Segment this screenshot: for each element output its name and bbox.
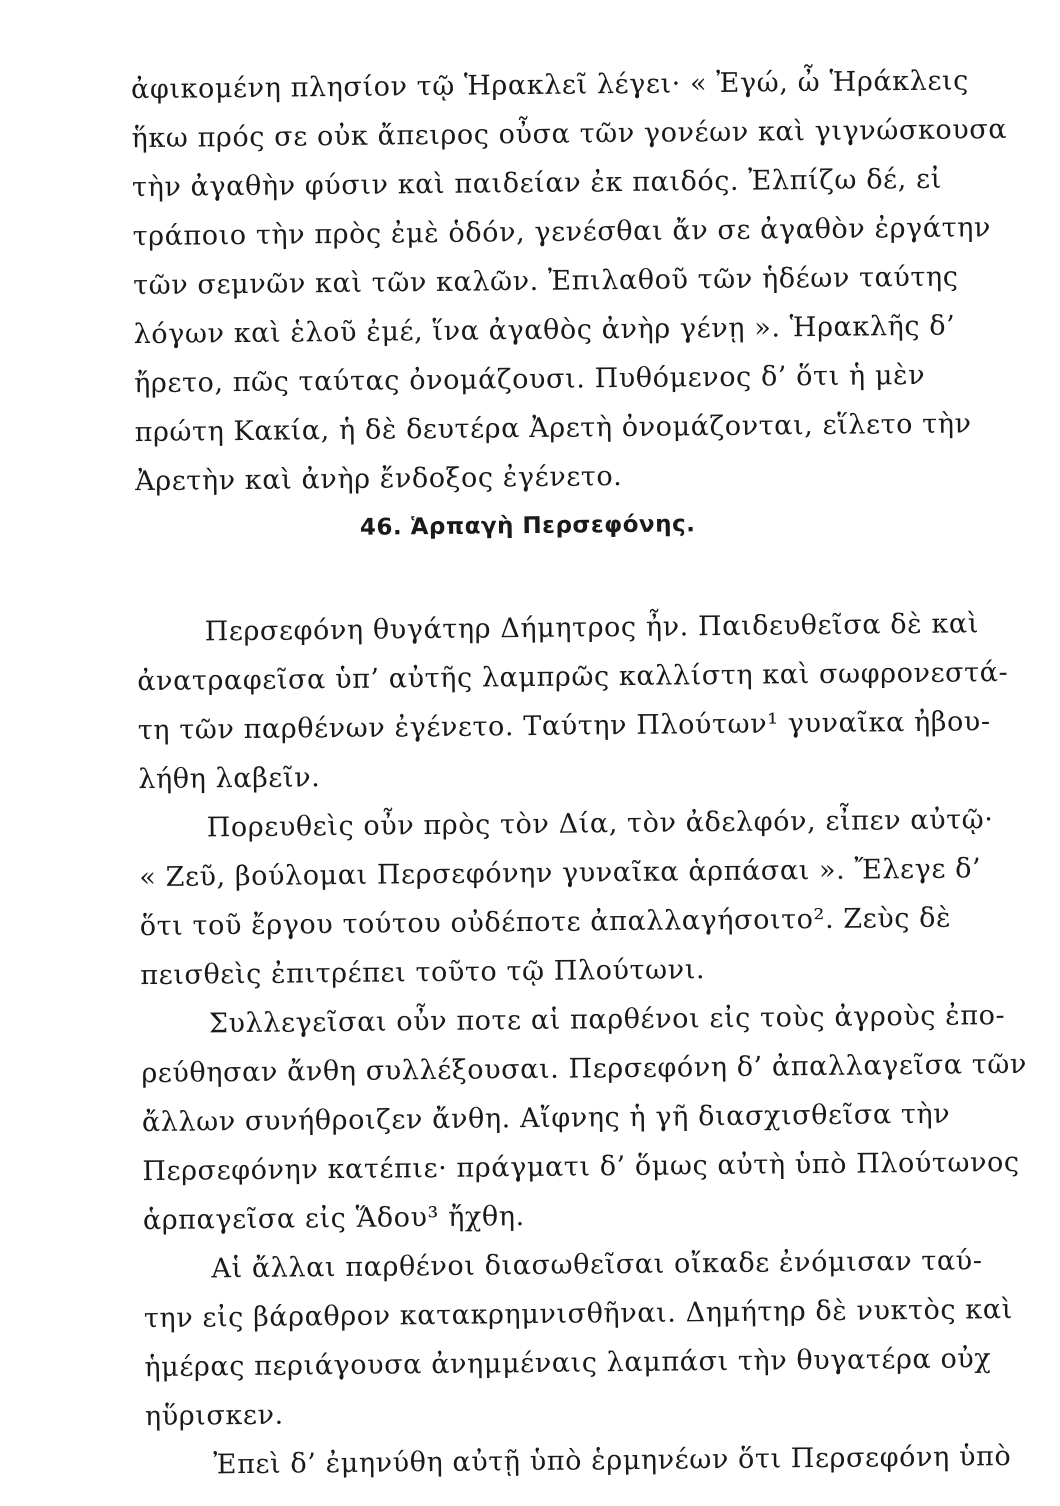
text-line: ἥκω πρός σε οὐκ ἄπειρος οὖσα τῶν γονέων καὶ γιγνώσκουσα: [131, 113, 1008, 155]
section-heading: 46. Ἁρπαγὴ Περσεφόνης.: [359, 511, 696, 541]
text-line: ἄλλων συνήθροιζεν ἄνθη. Αἴφνης ἡ γῆ διασχισθεῖσα τὴν: [141, 1098, 951, 1139]
text-line: Ἀρετὴν καὶ ἀνὴρ ἔνδοξος ἐγένετο.: [135, 461, 623, 498]
text-line: Συλλεγεῖσαι οὖν ποτε αἱ παρθένοι εἰς τοὺς ἀγροὺς ἐπο-: [208, 1000, 1006, 1040]
text-line: τῶν σεμνῶν καὶ τῶν καλῶν. Ἐπιλαθοῦ τῶν ἡδέων ταύτης: [132, 261, 959, 302]
text-line: ρεύθησαν ἄνθη συλλέξουσαι. Περσεφόνη δ’ ἀπαλλαγεῖσα τῶν: [141, 1048, 1028, 1090]
text-line: Ἐπεὶ δ’ ἐμηνύθη αὐτῇ ὑπὸ ἑρμηνέων ὅτι Περσεφόνη ὑπὸ: [213, 1441, 1012, 1481]
text-line: Αἱ ἄλλαι παρθένοι διασωθεῖσαι οἴκαδε ἐνόμισαν ταύ-: [211, 1245, 983, 1285]
text-line: ἤρετο, πῶς ταύτας ὀνομάζουσι. Πυθόμενος δ’ ὅτι ἡ μὲν: [133, 359, 926, 400]
text-line: ἁρπαγεῖσα εἰς Ἅδου³ ἤχθη.: [142, 1201, 525, 1237]
text-line: ἀφικομένη πλησίον τῷ Ἡρακλεῖ λέγει· « Ἐγώ, ὦ Ἡράκλεις: [130, 65, 970, 106]
text-line: πρώτη Κακία, ἡ δὲ δευτέρα Ἀρετὴ ὀνομάζονται, εἵλετο τὴν: [134, 408, 972, 449]
text-line: Περσεφόνην κατέπιε· πράγματι δ’ ὅμως αὐτὴ ὑπὸ Πλούτωνος: [142, 1146, 1020, 1188]
text-line: Πορευθεὶς οὖν πρὸς τὸν Δία, τὸν ἀδελφόν, εἶπεν αὐτῷ·: [206, 804, 994, 844]
text-line: την εἰς βάραθρον κατακρημνισθῆναι. Δημήτηρ δὲ νυκτὸς καὶ: [143, 1293, 1013, 1335]
text-line: λόγων καὶ ἑλοῦ ἐμέ, ἵνα ἀγαθὸς ἀνὴρ γένῃ ». Ἡρακλῆς δ’: [133, 310, 956, 351]
text-line: Περσεφόνη θυγάτηρ Δήμητρος ἦν. Παιδευθεῖσα δὲ καὶ: [204, 608, 980, 648]
text-line: τράποιο τὴν πρὸς ἐμὲ ὁδόν, γενέσθαι ἄν σε ἀγαθὸν ἐργάτην: [132, 212, 992, 253]
text-line: λήθη λαβεῖν.: [138, 762, 321, 796]
text-line: ὅτι τοῦ ἔργου τούτου οὐδέποτε ἀπαλλαγήσοιτο². Ζεὺς δὲ: [139, 902, 952, 943]
text-line: τὴν ἀγαθὴν φύσιν καὶ παιδείαν ἐκ παιδός. Ἐλπίζω δέ, εἰ: [131, 163, 942, 204]
text-line: ἡμέρας περιάγουσα ἀνημμέναις λαμπάσι τὴν θυγατέρα οὐχ: [144, 1343, 992, 1384]
text-line: πεισθεὶς ἐπιτρέπει τοῦτο τῷ Πλούτωνι.: [140, 954, 706, 992]
text-line: ἀνατραφεῖσα ὑπ’ αὐτῆς λαμπρῶς καλλίστη καὶ σωφρονεστά-: [137, 656, 1009, 698]
text-line: « Ζεῦ, βούλομαι Περσεφόνην γυναῖκα ἁρπάσαι ». Ἔλεγε δ’: [139, 853, 982, 894]
text-line: τη τῶν παρθένων ἐγένετο. Ταύτην Πλούτων¹ γυναῖκα ἠβου-: [137, 706, 991, 747]
text-line: ηὕρισκεν.: [144, 1399, 284, 1433]
